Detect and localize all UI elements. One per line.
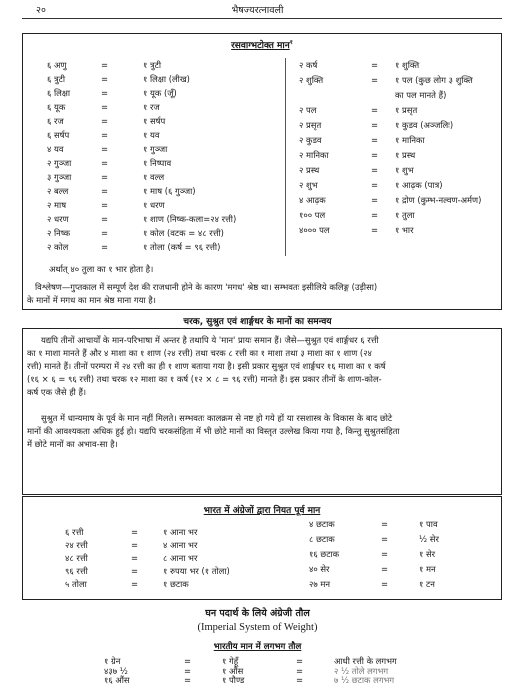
rasa-right-eq: = — [371, 120, 379, 130]
british-right-qty: ४ छटाक — [309, 519, 335, 529]
imperial-cell: = — [184, 666, 192, 676]
british-left-unit: ४ आना भर — [163, 540, 198, 550]
rasa-left-qty: २ निष्क — [47, 228, 71, 238]
british-box — [22, 496, 502, 600]
rasa-right-qty: ४ आढ़क — [299, 195, 326, 205]
rasa-right-eq: = — [371, 150, 379, 160]
rasa-left-qty: ६ त्रुटी — [47, 74, 66, 84]
charaka-line: रत्ती) मानते हैं। तीनों परम्परा में २४ रत्ती का ही १ शाण बताया गया है। इसी प्रकार सुश्रुत एवं शार्ङ्गधर १६ माशा का १ कर्ष — [27, 361, 386, 371]
rasa-left-eq: = — [101, 60, 109, 70]
british-right-qty: २७ मन — [309, 579, 331, 589]
british-left-eq: = — [131, 553, 139, 563]
rasa-right-eq: = — [371, 180, 379, 190]
imperial-cell: = — [296, 656, 304, 666]
rasa-left-unit: १ वल्ल — [143, 172, 165, 182]
rasa-left-eq: = — [101, 144, 109, 154]
rasa-left-eq: = — [101, 74, 109, 84]
rasa-left-eq: = — [101, 186, 109, 196]
rasa-left-eq: = — [101, 116, 109, 126]
rasa-left-eq: = — [101, 228, 109, 238]
british-left-qty: ४८ रत्ती — [65, 553, 88, 563]
rasa-left-qty: ६ सर्षप — [47, 130, 70, 140]
rasa-right-qty: २ पल — [299, 105, 317, 115]
rasa-right-unit: १ मानिका — [395, 135, 425, 145]
rasa-right-unit: १ पल (कुछ लोग ३ शुक्ति — [395, 75, 473, 85]
rasa-left-unit: १ यव — [143, 130, 160, 140]
rasa-left-unit: १ रज — [143, 102, 160, 112]
imperial-cell: ४३७ ½ — [104, 666, 128, 676]
rasa-title: रसवाग्भटोक्त मान$^१$ — [231, 39, 293, 51]
rasa-right-eq: = — [371, 225, 379, 235]
rasa-left-eq: = — [101, 102, 109, 112]
rasa-right-qty: २ कुडव — [299, 135, 322, 145]
rasa-left-unit: १ निष्पाव — [143, 158, 172, 168]
sushruta-line: मानों की आवश्यकता अधिक हुई हो। यद्यपि चरकसंहिता में भी छोटे मानों का विस्तृत उल्लेख किया गया है, किन्तु सुश्रुतसंहिता — [27, 426, 400, 436]
rasa-right-eq: = — [371, 60, 379, 70]
british-left-qty: ९६ रत्ती — [65, 566, 88, 576]
analysis-line-1: विश्लेषण—गुप्तकाल में सम्पूर्ण देश की राजधानी होने के कारण 'मगध' श्रेष्ठ था। सम्भवतः इसीलिये कलिङ्ग (उड़ीसा) — [35, 282, 378, 292]
rasa-left-qty: २ गुञ्जा — [47, 158, 72, 168]
british-left-qty: ६ रत्ती — [65, 527, 84, 537]
rasa-left-qty: २ बल्ल — [47, 186, 69, 196]
imperial-cell: = — [184, 656, 192, 666]
imperial-cell: १ ग्रेन — [104, 656, 121, 666]
rasa-right-unit: का पल मानते हैं) — [395, 90, 447, 100]
rasa-right-qty: २ शुभ — [299, 180, 318, 190]
british-right-qty: ८ छटाक — [309, 534, 335, 544]
charaka-title: चरक, सुश्रुत एवं शार्ङ्गधर के मानों का समन्वय — [183, 317, 332, 327]
rasa-left-eq: = — [101, 88, 109, 98]
british-left-qty: ५ तोला — [65, 579, 87, 589]
british-right-eq: = — [381, 564, 389, 574]
rasa-left-qty: ४ यव — [47, 144, 64, 154]
british-left-eq: = — [131, 579, 139, 589]
imperial-title-hindi: घन पदार्थ के लिये अंग्रेजी तौल — [205, 608, 310, 619]
imperial-cell: १६ औंस — [104, 675, 130, 685]
rasa-left-unit: १ धरण — [143, 200, 165, 210]
british-right-unit: १ मन — [419, 564, 436, 574]
header-rule — [22, 18, 502, 19]
imperial-cell: = — [296, 675, 304, 685]
british-left-eq: = — [131, 527, 139, 537]
rasa-left-qty: ६ यूक — [47, 102, 66, 112]
rasa-left-qty: ६ लिक्षा — [47, 88, 71, 98]
rasa-right-unit: १ प्रस्थ — [395, 150, 416, 160]
book-title: भैषज्यरत्नावली — [231, 5, 284, 16]
british-left-unit: १ रुपया भर (१ तोला) — [163, 566, 230, 576]
rasa-right-unit: १ शुभ — [395, 165, 414, 175]
rasa-left-unit: १ माष (६ गुञ्जा) — [143, 186, 196, 196]
rasa-left-qty: २ माष — [47, 200, 67, 210]
imperial-cell: १ औंस — [222, 666, 244, 676]
charaka-line: का १ माशा मानते हैं और ४ माशा का १ शाण (२४ रत्ती) तथा चरक ८ रत्ती का १ माशा तथा ३ माशा का १ शाण (२४ — [27, 348, 372, 358]
running-header — [0, 2, 515, 18]
british-right-eq: = — [381, 519, 389, 529]
rasa-right-unit: १ शुक्ति — [395, 60, 420, 70]
rasa-left-eq: = — [101, 214, 109, 224]
rasa-right-qty: २ कर्ष — [299, 60, 318, 70]
imperial-cell: १ गेहूँ — [222, 656, 239, 666]
british-right-eq: = — [381, 534, 389, 544]
british-right-unit: १ टन — [419, 579, 435, 589]
page-number: २० — [36, 5, 46, 16]
rasa-right-eq: = — [371, 210, 379, 220]
rasa-left-eq: = — [101, 158, 109, 168]
imperial-cell: = — [184, 675, 192, 685]
imperial-cell: = — [296, 666, 304, 676]
rasa-right-qty: २ प्रस्थ — [299, 165, 320, 175]
rasa-right-unit: १ भार — [395, 225, 414, 235]
rasa-right-eq: = — [371, 105, 379, 115]
imperial-subtitle: भारतीय मान में लगभग तौल — [213, 642, 302, 652]
british-left-eq: = — [131, 540, 139, 550]
british-right-qty: ४० सेर — [309, 564, 330, 574]
british-right-qty: १६ छटाक — [309, 549, 340, 559]
rasa-left-qty: ६ रज — [47, 116, 64, 126]
rasa-right-unit: १ द्रोण (कुम्भ-नल्वण-अर्मण) — [395, 195, 482, 205]
imperial-cell: १ पौण्ड — [222, 675, 245, 685]
column-divider — [285, 58, 286, 256]
british-right-eq: = — [381, 549, 389, 559]
charaka-box — [22, 328, 502, 495]
british-left-eq: = — [131, 566, 139, 576]
rasa-right-unit: १ कुडव (अञ्जलिः) — [395, 120, 454, 130]
british-title: भारत में अंग्रेजों द्वारा नियत पूर्व मान — [203, 506, 321, 516]
imperial-cell: ७ ½ छटाक लगभग — [334, 675, 395, 685]
british-right-unit: १ सेर — [419, 549, 436, 559]
rasa-left-eq: = — [101, 200, 109, 210]
rasa-left-unit: १ शाण (निष्क-कला=२४ रत्ती) — [143, 214, 237, 224]
rasa-note: अर्थात् ४० तुला का १ भार होता है। — [49, 264, 154, 274]
charaka-line: (१६ × ६ = ९६ रत्ती) तथा चरक १२ माशा का १ कर्ष (१२ × ८ = ९६ रत्ती) मानते हैं। इस प्रकार तीनों के शाण-कोल- — [27, 374, 382, 384]
rasa-left-unit: १ सर्षप — [143, 116, 166, 126]
rasa-left-unit: १ लिक्षा (लीख) — [143, 74, 190, 84]
rasa-right-qty: १०० पल — [299, 210, 326, 220]
analysis-line-2: के मानों में मगध का मान श्रेष्ठ माना गया है। — [27, 295, 156, 305]
rasa-left-unit: १ गुञ्जा — [143, 144, 168, 154]
british-left-qty: २४ रत्ती — [65, 540, 88, 550]
british-right-unit: १ पाव — [419, 519, 438, 529]
rasa-left-unit: १ कोल (वटक = ४८ रत्ती) — [143, 228, 224, 238]
rasa-right-qty: ४००० पल — [299, 225, 330, 235]
rasa-left-unit: १ यूक (जूँ) — [143, 88, 177, 98]
rasa-right-qty: २ शुक्ति — [299, 75, 324, 85]
rasa-right-eq: = — [371, 135, 379, 145]
rasa-left-qty: ६ अणु — [47, 60, 67, 70]
charaka-line: यद्यपि तीनों आचार्यों के मान-परिभाषा में अन्तर है तथापि ये 'मान' प्रायः समान हैं। जैसे—सुश्रुत एवं शार्ङ्गधर ६ रत्ती — [41, 335, 379, 345]
rasa-left-qty: २ कोल — [47, 242, 69, 252]
british-right-eq: = — [381, 579, 389, 589]
british-left-unit: १ छटाक — [163, 579, 189, 589]
rasa-right-unit: १ प्रसृत — [395, 105, 418, 115]
rasa-right-qty: २ प्रसृत — [299, 120, 322, 130]
british-left-unit: ८ आना भर — [163, 553, 198, 563]
rasa-right-unit: १ तुला — [395, 210, 415, 220]
rasa-measures-box — [22, 33, 502, 310]
imperial-cell: २ ½ तोले लगभग — [334, 666, 389, 676]
rasa-left-unit: १ त्रुटी — [143, 60, 162, 70]
rasa-right-qty: २ मानिका — [299, 150, 329, 160]
rasa-left-eq: = — [101, 130, 109, 140]
rasa-left-unit: १ तोला (कर्ष = ९६ रत्ती) — [143, 242, 221, 252]
rasa-right-eq: = — [371, 75, 379, 85]
rasa-right-eq: = — [371, 195, 379, 205]
rasa-left-eq: = — [101, 242, 109, 252]
imperial-cell: आधी रत्ती के लगभग — [334, 656, 397, 666]
charaka-line: कर्ष एक जैसे ही हैं। — [27, 387, 87, 397]
rasa-right-eq: = — [371, 165, 379, 175]
rasa-right-unit: १ आढ़क (पात्र) — [395, 180, 443, 190]
british-right-unit: ½ सेर — [419, 534, 439, 544]
rasa-left-eq: = — [101, 172, 109, 182]
rasa-left-qty: २ धरण — [47, 214, 69, 224]
imperial-title-english: (Imperial System of Weight) — [197, 622, 318, 633]
sushruta-line: में छोटे मानों का अभाव-सा है। — [27, 439, 118, 449]
rasa-left-qty: ३ गुञ्जा — [47, 172, 72, 182]
sushruta-line: सुश्रुत में धान्यमाष के पूर्व के मान नहीं मिलते। सम्भवतः कालक्रम से नष्ट हो गये हों या रसशास्त्र के विकास के बाद छोटे — [41, 413, 393, 423]
british-left-unit: १ आना भर — [163, 527, 198, 537]
